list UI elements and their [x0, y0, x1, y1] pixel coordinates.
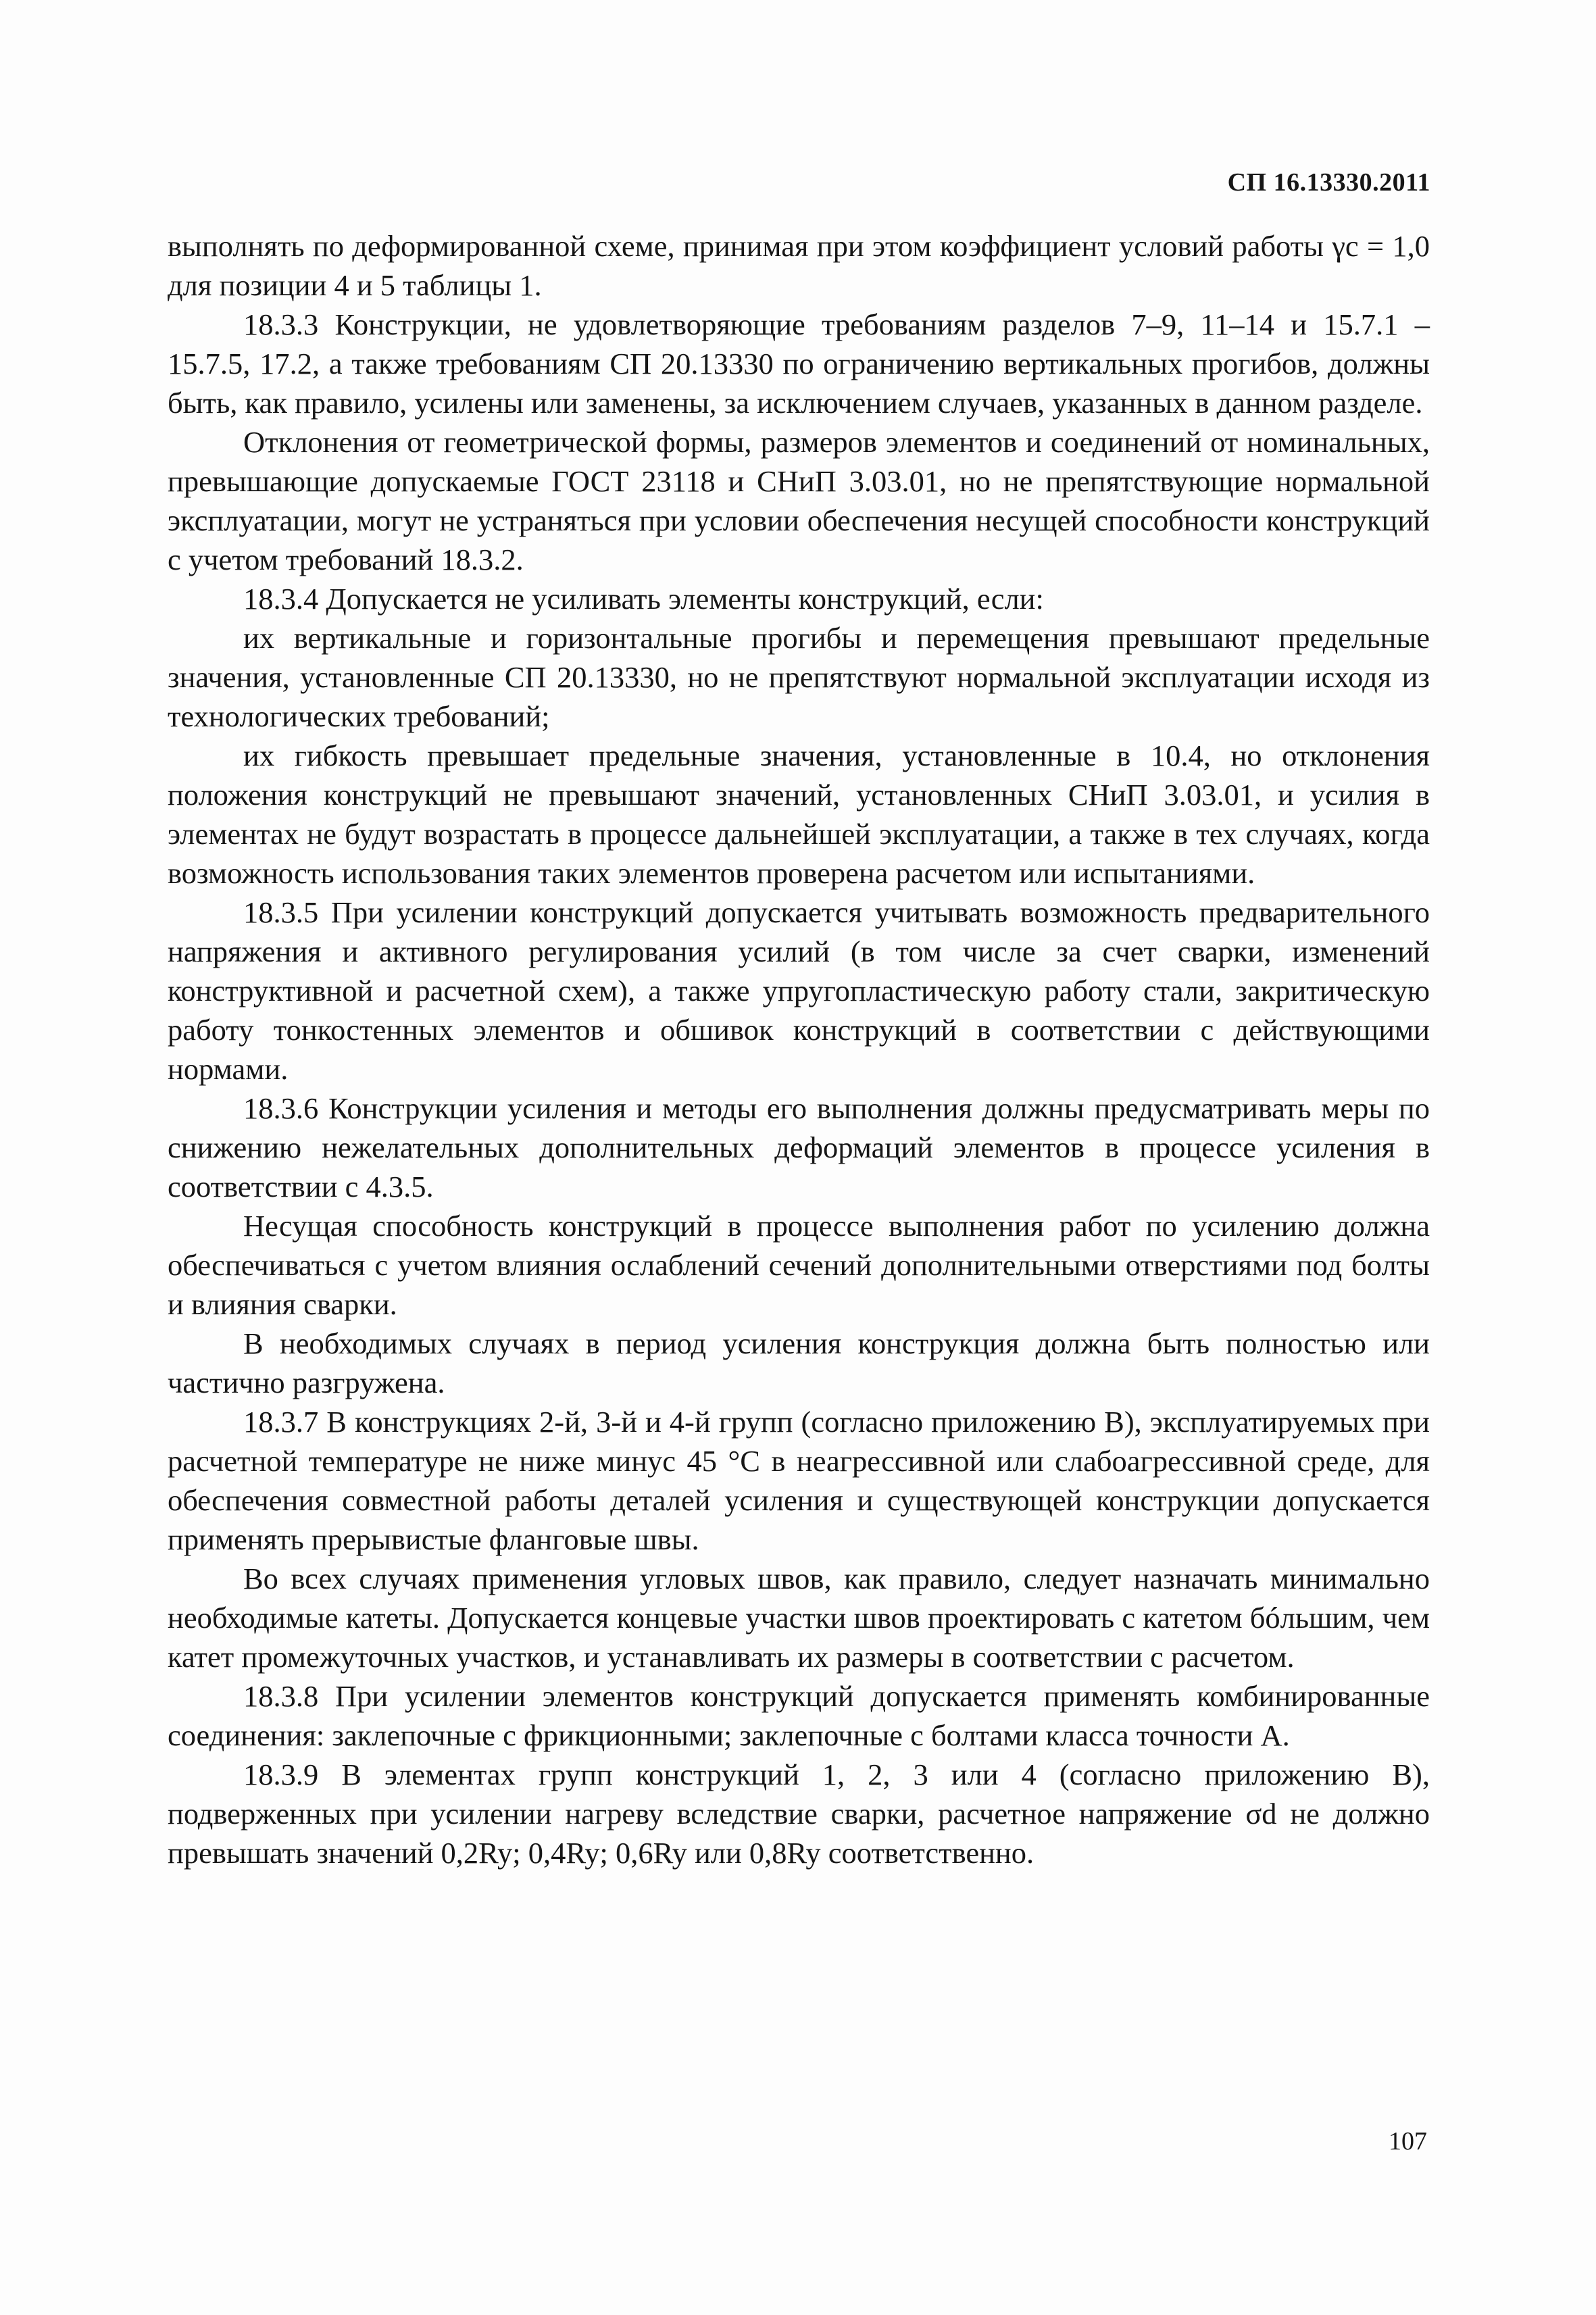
paragraph-18-3-3: 18.3.3 Конструкции, не удовлетворяющие требованиям разделов 7–9, 11–14 и 15.7.1 – 15.7.5, 17.2, а также требованиям СП 20.13330 по ограничению вертикальных прогибов, должны быть, как правило, усилены или заменены, за исключением случаев, указанных в данном разделе. [168, 307, 1430, 420]
paragraph-18-3-4: 18.3.4 Допускается не усиливать элементы конструкций, если: [243, 582, 1044, 616]
paragraph-continuation: выполнять по деформированной схеме, принимая при этом коэффициент условий работы γc = 1,0 для позиции 4 и 5 таблицы 1. [168, 229, 1430, 302]
paragraph-18-3-5: 18.3.5 При усилении конструкций допускается учитывать возможность предварительного напряжения и активного регулирования усилий (в том числе за счет сварки, изменений конструктивной и расчетной схем), а также упругопластическую работу стали, закритическую работу тонкостенных элементов и обшивок конструкций в соответствии с действующими нормами. [168, 895, 1430, 1086]
paragraph-18-3-8: 18.3.8 При усилении элементов конструкций допускается применять комбинированные соединения: заклепочные с фрикционными; заклепочные с болтами класса точности А. [168, 1679, 1430, 1752]
page-number: 107 [1389, 2127, 1427, 2156]
document-code: СП 16.13330.2011 [1227, 168, 1430, 197]
list-item-flexibility: их гибкость превышает предельные значения, установленные в 10.4, но отклонения положения конструкций не превышают значений, установленных СНиП 3.03.01, и усилия в элементах не будут возрастать в процессе дальнейшей эксплуатации, а также в тех случаях, когда возможность использования таких элементов проверена расчетом или испытаниями. [168, 739, 1430, 890]
paragraph-fillet-welds: Во всех случаях применения угловых швов, как правило, следует назначать минимально необходимые катеты. Допускается концевые участки швов проектировать с катетом бóльшим, чем катет промежуточных участков, и устанавливать их размеры в соответствии с расчетом. [168, 1562, 1430, 1674]
paragraph-deviations: Отклонения от геометрической формы, размеров элементов и соединений от номинальных, превышающие допускаемые ГОСТ 23118 и СНиП 3.03.01, но не препятствующие нормальной эксплуатации, могут не устраняться при условии обеспечения несущей способности конструкций с учетом требований 18.3.2. [168, 425, 1430, 576]
document-body [168, 226, 1430, 1872]
paragraph-18-3-9: 18.3.9 В элементах групп конструкций 1, 2, 3 или 4 (согласно приложению В), подверженных при усилении нагреву вследствие сварки, расчетное напряжение σd не должно превышать значений 0,2Ry; 0,4Ry; 0,6Ry или 0,8Ry соответственно. [168, 1758, 1430, 1870]
paragraph-18-3-6: 18.3.6 Конструкции усиления и методы его выполнения должны предусматривать меры по снижению нежелательных дополнительных деформаций элементов в процессе усиления в соответствии с 4.3.5. [168, 1091, 1430, 1203]
paragraph-bearing-capacity: Несущая способность конструкций в процессе выполнения работ по усилению должна обеспечиваться с учетом влияния ослаблений сечений дополнительными отверстиями под болты и влияния сварки. [168, 1209, 1430, 1321]
paragraph-unloading: В необходимых случаях в период усиления конструкция должна быть полностью или частично разгружена. [168, 1326, 1430, 1399]
list-item-deflections: их вертикальные и горизонтальные прогибы и перемещения превышают предельные значения, установленные СП 20.13330, но не препятствуют нормальной эксплуатации исходя из технологических требований; [168, 621, 1430, 733]
paragraph-18-3-7: 18.3.7 В конструкциях 2-й, 3-й и 4-й групп (согласно приложению В), эксплуатируемых при расчетной температуре не ниже минус 45 °С в неагрессивной или слабоагрессивной среде, для обеспечения совместной работы деталей усиления и существующей конструкции допускается применять прерывистые фланговые швы. [168, 1405, 1430, 1556]
